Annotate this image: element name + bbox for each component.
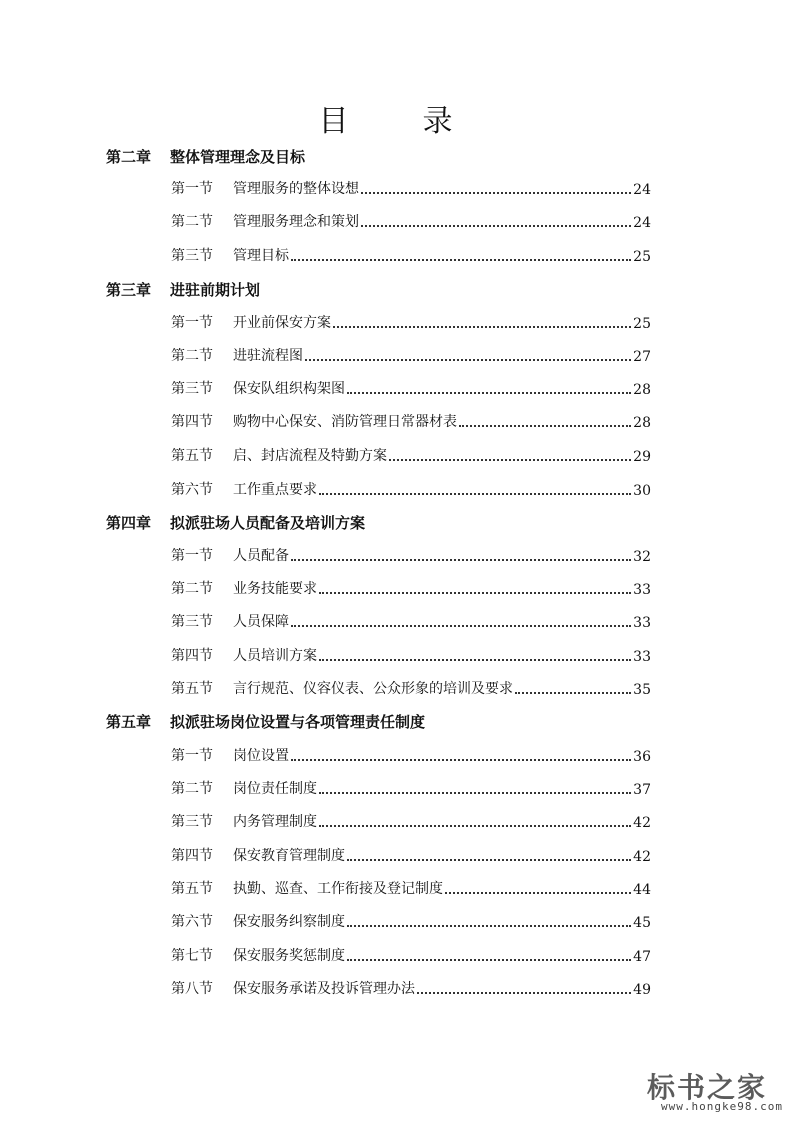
toc-entry[interactable] [171,411,651,431]
page-number: 36 [633,749,651,765]
leader-dots [319,592,631,594]
section-title: 管理服务理念和策划 [233,214,359,230]
section-title: 岗位责任制度 [233,781,317,797]
toc-entry[interactable] [171,678,651,698]
toc-entry[interactable] [171,845,651,865]
section-number: 第二节 [171,348,213,364]
leader-dots [319,792,631,794]
toc-entry[interactable] [171,445,651,465]
section-title: 岗位设置 [233,748,289,764]
section-number: 第四节 [171,848,213,864]
page-number: 29 [633,449,651,465]
leader-dots [347,925,631,927]
page-number: 24 [633,182,651,198]
leader-dots [319,825,631,827]
leader-dots [515,692,631,694]
section-title: 人员培训方案 [233,648,317,664]
page-number: 25 [633,316,651,332]
chapter-title: 整体管理理念及目标 [170,148,306,166]
chapter-number: 第五章 [106,713,152,731]
section-title: 进驻流程图 [233,348,303,364]
leader-dots [361,225,631,227]
chapter-title: 拟派驻场人员配备及培训方案 [170,514,366,532]
section-number: 第五节 [171,881,213,897]
toc-entry[interactable] [171,578,651,598]
toc-entry[interactable] [171,345,651,365]
leader-dots [347,392,631,394]
chapter-title: 进驻前期计划 [170,281,261,299]
toc-entry[interactable] [171,811,651,831]
leader-dots [319,659,631,661]
leader-dots [347,859,631,861]
leader-dots [417,992,631,994]
section-title: 人员配备 [233,548,289,564]
section-title: 保安教育管理制度 [233,848,345,864]
page-number: 42 [633,815,651,831]
page-number: 33 [633,582,651,598]
page-number: 27 [633,349,651,365]
section-title: 开业前保安方案 [233,315,331,331]
section-number: 第一节 [171,548,213,564]
section-title: 内务管理制度 [233,814,317,830]
section-number: 第七节 [171,948,213,964]
toc-entry[interactable] [171,945,651,965]
page-number: 24 [633,215,651,231]
section-title: 业务技能要求 [233,581,317,597]
section-title: 管理目标 [233,248,289,264]
chapter-heading [106,711,425,732]
toc-entry[interactable] [171,312,651,332]
leader-dots [291,759,631,761]
section-number: 第二节 [171,581,213,597]
watermark-logo: 标书之家 [646,1071,767,1104]
chapter-heading [106,146,305,167]
section-title: 保安队组织构架图 [233,381,345,397]
leader-dots [291,559,631,561]
page-number: 44 [633,882,651,898]
toc-entry[interactable] [171,778,651,798]
watermark-url: www.hongke98.com [661,1100,783,1113]
page-number: 45 [633,915,651,931]
toc-entry[interactable] [171,211,651,231]
leader-dots [459,425,631,427]
leader-dots [389,459,631,461]
section-title: 管理服务的整体设想 [233,181,359,197]
page-number: 42 [633,849,651,865]
section-number: 第一节 [171,181,213,197]
section-number: 第六节 [171,914,213,930]
page-number: 47 [633,949,651,965]
leader-dots [291,625,631,627]
section-number: 第八节 [171,981,213,997]
section-title: 保安服务奖惩制度 [233,948,345,964]
page-number: 33 [633,615,651,631]
section-number: 第三节 [171,381,213,397]
section-title: 启、封店流程及特勤方案 [233,448,387,464]
leader-dots [361,192,631,194]
leader-dots [305,359,631,361]
section-title: 购物中心保安、消防管理日常器材表 [233,414,457,430]
section-title: 人员保障 [233,614,289,630]
chapter-number: 第二章 [106,148,152,166]
leader-dots [291,259,631,261]
section-number: 第二节 [171,214,213,230]
page-number: 49 [633,982,651,998]
page-title: 目 录 [318,104,475,139]
leader-dots [445,892,631,894]
section-title: 言行规范、仪容仪表、公众形象的培训及要求 [233,681,513,697]
toc-entry[interactable] [171,911,651,931]
section-title: 执勤、巡查、工作衔接及登记制度 [233,881,443,897]
toc-entry[interactable] [171,611,651,631]
page-number: 30 [633,483,651,499]
chapter-heading [106,512,365,533]
section-title: 保安服务纠察制度 [233,914,345,930]
section-number: 第二节 [171,781,213,797]
toc-entry[interactable] [171,645,651,665]
page-number: 37 [633,782,651,798]
leader-dots [333,326,631,328]
page-number: 28 [633,415,651,431]
section-number: 第三节 [171,248,213,264]
page-number: 35 [633,682,651,698]
chapter-heading [106,279,260,300]
page-number: 25 [633,249,651,265]
section-number: 第一节 [171,748,213,764]
toc-entry[interactable] [171,378,651,398]
chapter-number: 第四章 [106,514,152,532]
section-number: 第五节 [171,681,213,697]
section-number: 第一节 [171,315,213,331]
chapter-title: 拟派驻场岗位设置与各项管理责任制度 [170,713,426,731]
section-number: 第五节 [171,448,213,464]
page-number: 32 [633,549,651,565]
toc-entry[interactable] [171,745,651,765]
toc-entry[interactable] [171,479,651,499]
section-number: 第六节 [171,482,213,498]
toc-entry[interactable] [171,178,651,198]
chapter-number: 第三章 [106,281,152,299]
section-title: 工作重点要求 [233,482,317,498]
page-number: 28 [633,382,651,398]
leader-dots [319,493,631,495]
leader-dots [347,959,631,961]
toc-entry[interactable] [171,245,651,265]
section-title: 保安服务承诺及投诉管理办法 [233,981,415,997]
section-number: 第四节 [171,648,213,664]
section-number: 第三节 [171,814,213,830]
toc-entry[interactable] [171,978,651,998]
toc-entry[interactable] [171,545,651,565]
section-number: 第三节 [171,614,213,630]
toc-entry[interactable] [171,878,651,898]
page-number: 33 [633,649,651,665]
section-number: 第四节 [171,414,213,430]
